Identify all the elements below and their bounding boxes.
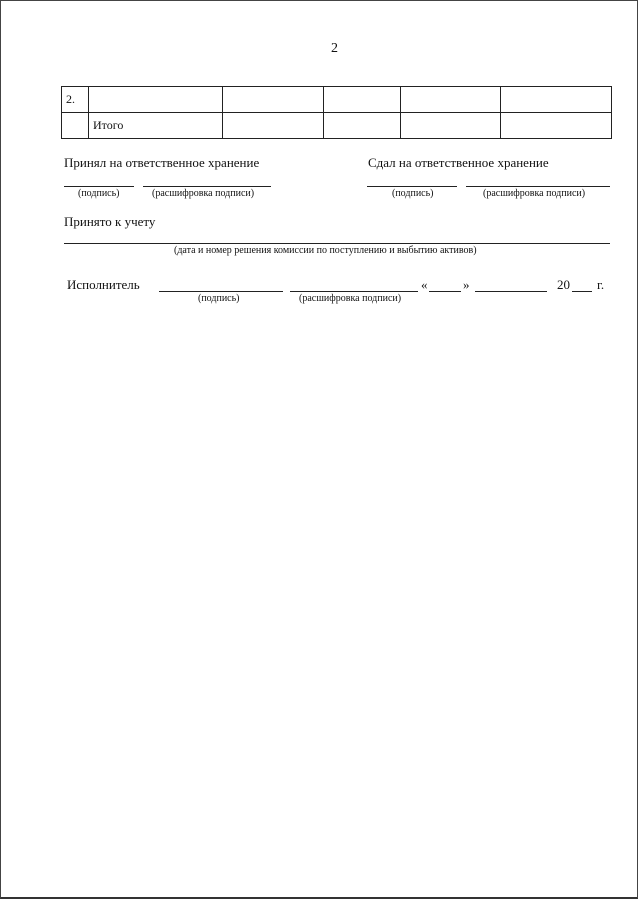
handed-title: Сдал на ответственное хранение <box>368 155 549 170</box>
table-cell <box>324 113 401 139</box>
page-number: 2 <box>331 41 338 56</box>
executor-signature-line <box>159 291 283 292</box>
name-cell <box>89 87 223 113</box>
executor-decoding-line <box>290 291 418 292</box>
table-cell <box>501 113 612 139</box>
table-cell <box>401 87 501 113</box>
row-number-cell <box>62 113 89 139</box>
decision-caption: (дата и номер решения комиссии по поступлению и выбытию активов) <box>174 245 477 256</box>
handed-decoding-line <box>466 186 610 187</box>
table-cell <box>223 87 324 113</box>
table-row-total <box>62 113 612 139</box>
accepted-decoding-line <box>143 186 271 187</box>
handed-signature-line <box>367 186 457 187</box>
year-line <box>572 291 592 292</box>
accepted-signature-line <box>64 186 134 187</box>
total-label-cell: Итого <box>89 113 223 139</box>
table-cell <box>501 87 612 113</box>
day-line <box>429 291 461 292</box>
quote-open: « <box>421 277 428 292</box>
handed-decoding-caption: (расшифровка подписи) <box>483 188 586 199</box>
handed-signature-caption: (подпись) <box>392 188 434 199</box>
inventory-table <box>61 86 612 139</box>
table-cell <box>401 113 501 139</box>
accepted-signature-caption: (подпись) <box>78 188 120 199</box>
executor-signature-caption: (подпись) <box>198 293 240 304</box>
executor-label: Исполнитель <box>67 277 140 292</box>
accepted-title: Принял на ответственное хранение <box>64 155 260 170</box>
month-line <box>475 291 547 292</box>
year-suffix: г. <box>597 277 605 292</box>
year-prefix: 20 <box>557 277 570 292</box>
accepted-decoding-caption: (расшифровка подписи) <box>152 188 255 199</box>
row-number-cell: 2. <box>62 87 89 113</box>
quote-close: » <box>463 277 470 292</box>
executor-decoding-caption: (расшифровка подписи) <box>299 293 402 304</box>
table-cell <box>324 87 401 113</box>
decision-line <box>64 243 610 244</box>
table-row <box>62 87 612 113</box>
table-cell <box>223 113 324 139</box>
registered-title: Принято к учету <box>64 214 156 229</box>
